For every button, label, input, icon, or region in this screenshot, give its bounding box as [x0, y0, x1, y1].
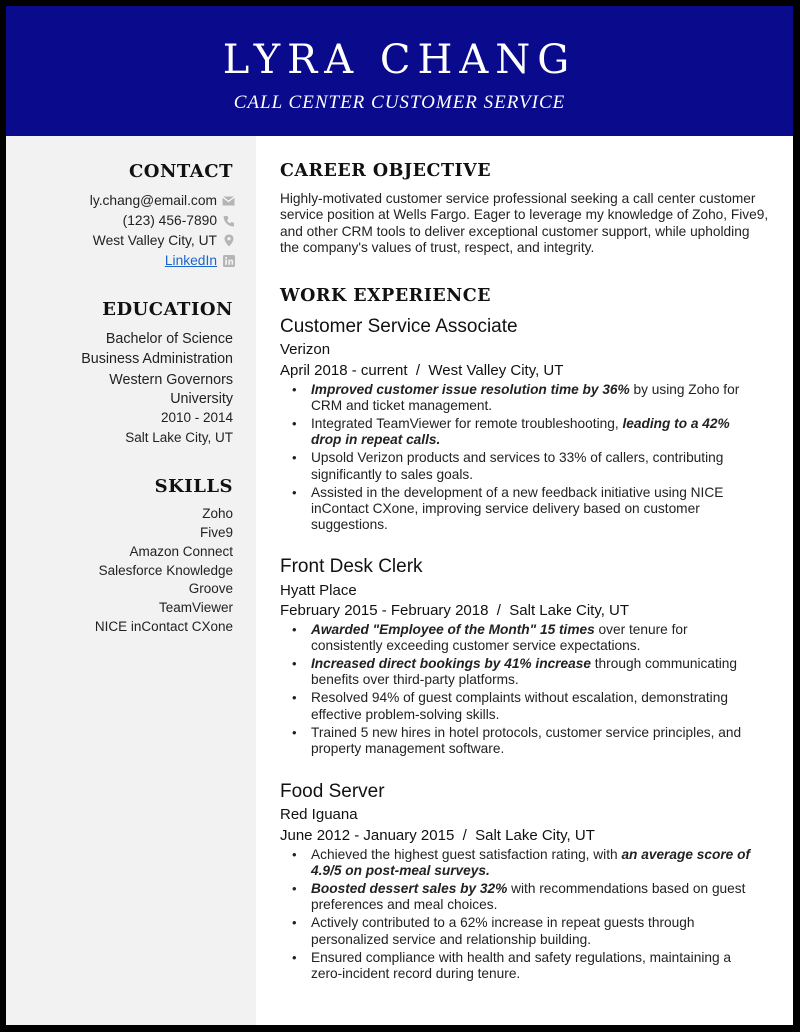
phone-text: (123) 456-7890 — [122, 213, 217, 228]
job-bullets — [280, 382, 760, 535]
skill-item: Groove — [188, 581, 233, 596]
bullet-text: Ensured compliance with health and safety regulations, maintaining a zero-incident record during tenure. — [311, 949, 732, 981]
education-school-line-2: University — [170, 391, 233, 407]
job-bullets — [280, 622, 760, 759]
skill-item: Zoho — [202, 506, 233, 521]
sidebar — [6, 136, 256, 1025]
job-company: Hyatt Place — [280, 582, 357, 599]
list-item — [280, 622, 760, 655]
bullet-text: Upsold Verizon products and services to 33% of callers, contributing significantly to sales goals. — [311, 450, 724, 482]
job-bullets — [280, 847, 760, 984]
education-location: Salt Lake City, UT — [125, 430, 233, 445]
list-item — [280, 382, 760, 415]
objective-text: Highly-motivated customer service professional seeking a call center customer service position at Wells Fargo. Eager to leverage my knowledge of Zoho, Five9, and other CRM tools to deliver exceptional customer support, while upholding the company's values of trust, respect, and integrity. — [280, 191, 769, 255]
bullet-text: Integrated TeamViewer for remote troubleshooting, — [311, 416, 623, 432]
bullet-text: with recommendations based on guest preferences and meal choices. — [311, 881, 746, 913]
education-school-line-1: Western Governors — [109, 372, 233, 388]
contact-linkedin[interactable] — [165, 253, 235, 268]
skill-item: Five9 — [199, 525, 233, 540]
job-title: Customer Service Associate — [280, 316, 518, 337]
resume-page — [6, 6, 793, 1025]
highlight-text: an average score of 4.9/5 on post-meal surveys. — [311, 847, 751, 879]
bullet-text: Actively contributed to a 62% increase in repeat guests through personalized service and relationship building. — [311, 915, 695, 947]
highlight-text: Boosted dessert sales by 32% — [311, 881, 508, 897]
education-years: 2010 - 2014 — [160, 410, 233, 425]
bullet-text: Achieved the highest guest satisfaction rating, with — [311, 847, 622, 862]
contact-phone — [123, 213, 235, 228]
resume-header — [6, 6, 793, 136]
linkedin-link[interactable]: LinkedIn — [164, 253, 217, 268]
list-item — [280, 847, 760, 880]
bullet-text: Trained 5 new hires in hotel protocols, customer service principles, and property management software. — [311, 724, 742, 756]
education-heading: EDUCATION — [102, 299, 233, 320]
list-item — [280, 485, 760, 534]
skill-item: Amazon Connect — [129, 544, 233, 559]
candidate-name: LYRA CHANG — [222, 37, 577, 83]
contact-location — [93, 233, 235, 248]
location-text: West Valley City, UT — [92, 233, 217, 248]
job-company: Red Iguana — [280, 806, 358, 823]
highlight-text: Improved customer issue resolution time by 36% — [311, 382, 630, 397]
job-dates-location: April 2018 - current / West Valley City, UT — [280, 362, 564, 379]
education-degree: Bachelor of Science — [105, 331, 233, 347]
highlight-text: Increased direct bookings by 41% increase — [311, 656, 591, 672]
main-content — [256, 136, 793, 1025]
objective-heading: CAREER OBJECTIVE — [280, 161, 492, 181]
envelope-icon — [222, 194, 235, 207]
list-item — [280, 915, 760, 948]
job-title: Food Server — [280, 781, 385, 802]
list-item — [280, 950, 760, 983]
location-pin-icon — [222, 234, 235, 247]
highlight-text: leading to a 42% drop in repeat calls. — [311, 416, 730, 448]
bullet-text: Assisted in the development of a new feedback initiative using NICE inContact CXone, improving service delivery based on customer suggestions. — [311, 484, 724, 533]
skill-item: Salesforce Knowledge — [98, 563, 233, 578]
job-company: Verizon — [280, 341, 331, 358]
list-item — [280, 416, 760, 449]
skill-item: NICE inContact CXone — [94, 619, 233, 634]
job-target-title: CALL CENTER CUSTOMER SERVICE — [233, 92, 566, 113]
bullet-text: over tenure for consistently exceeding customer service expectations. — [311, 622, 688, 654]
list-item — [280, 690, 760, 723]
email-text: ly.chang@email.com — [89, 193, 217, 208]
highlight-text: Awarded "Employee of the Month" 15 times — [311, 622, 595, 637]
contact-email — [90, 193, 235, 208]
experience-heading: WORK EXPERIENCE — [280, 286, 491, 306]
bullet-text: Resolved 94% of guest complaints without escalation, demonstrating effective problem-solving skills. — [311, 690, 728, 722]
education-major: Business Administration — [81, 351, 233, 367]
list-item — [280, 881, 760, 914]
bullet-text: through communicating benefits over third-party platforms. — [311, 656, 738, 688]
skill-item: TeamViewer — [158, 600, 233, 615]
job-dates-location: February 2015 - February 2018 / Salt Lake City, UT — [280, 602, 630, 619]
phone-icon — [222, 214, 235, 227]
job-dates-location: June 2012 - January 2015 / Salt Lake City, UT — [280, 827, 595, 844]
list-item — [280, 656, 760, 689]
job-title: Front Desk Clerk — [280, 556, 423, 577]
list-item — [280, 725, 760, 758]
linkedin-icon[interactable] — [222, 254, 235, 267]
bullet-text: by using Zoho for CRM and ticket management. — [311, 382, 740, 414]
skills-heading: SKILLS — [154, 476, 233, 497]
contact-heading: CONTACT — [128, 161, 233, 182]
list-item — [280, 450, 760, 483]
